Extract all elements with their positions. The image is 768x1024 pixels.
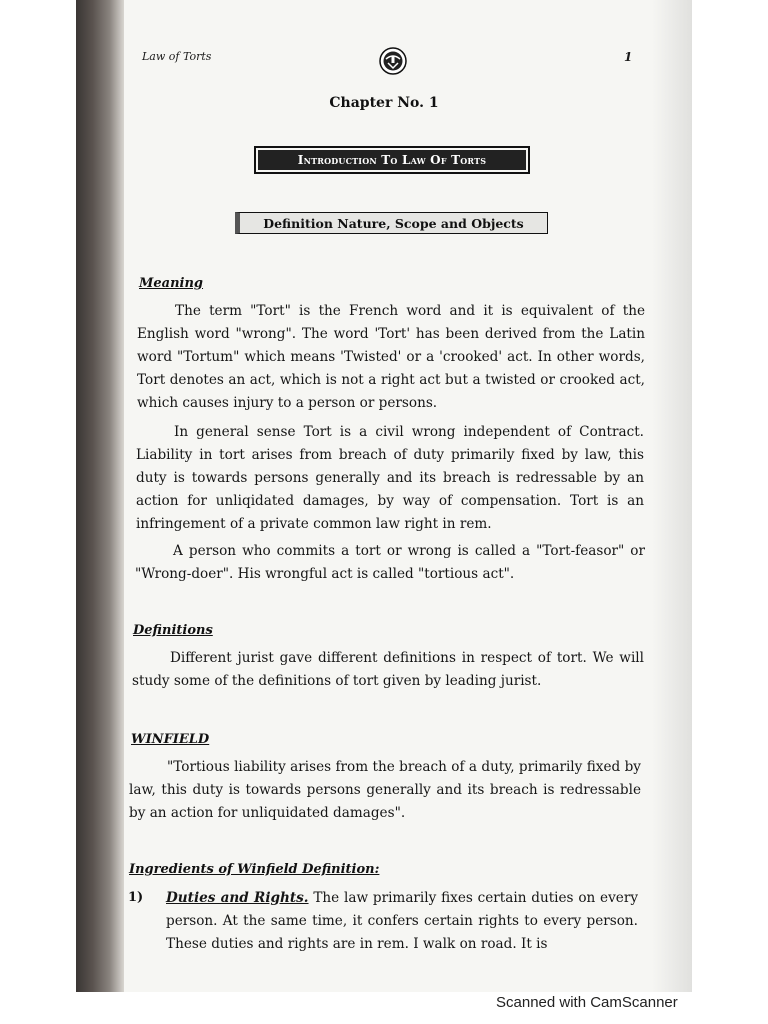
heading-winfield: WINFIELD bbox=[131, 732, 210, 747]
scanned-page bbox=[76, 0, 692, 992]
page-number: 1 bbox=[624, 50, 633, 64]
item-1-text: The law primarily fixes certain duties on every person. At the same time, it confers certain rights to every person. These duties and rights are in rem. I walk on road. It is bbox=[166, 890, 639, 952]
heading-meaning: Meaning bbox=[139, 276, 204, 291]
running-title: Law of Torts bbox=[142, 50, 212, 63]
item-1-term: Duties and Rights. bbox=[166, 890, 309, 906]
list-number-1: 1) bbox=[128, 890, 144, 905]
meaning-paragraph-1-text: The term "Tort" is the French word and it is equivalent of the English word "wrong". The word 'Tort' has been derived from the Latin word "Tortum" which means 'Twisted' or a 'crooked' act. In other words, Tort denotes an act, which is not a right act but a twisted or crooked act, which causes injury to a person or persons. bbox=[137, 303, 645, 411]
meaning-paragraph-2 bbox=[136, 421, 644, 536]
heading-definitions: Definitions bbox=[133, 623, 213, 638]
camscanner-watermark: Scanned with CamScanner bbox=[496, 994, 678, 1011]
meaning-paragraph-1 bbox=[137, 300, 645, 415]
winfield-quote-text: "Tortious liability arises from the breach of a duty, primarily fixed by law, this duty is towards persons generally and its breach is redressable by an action for unliquidated damages". bbox=[129, 759, 641, 821]
chapter-subtitle: Definition Nature, Scope and Objects bbox=[235, 212, 548, 234]
meaning-paragraph-3 bbox=[135, 540, 645, 586]
book-spine-shadow bbox=[76, 0, 124, 992]
chapter-title-box bbox=[254, 146, 530, 174]
page-edge-shadow bbox=[652, 0, 692, 992]
ingredients-item-1 bbox=[166, 887, 638, 956]
chapter-title: Introduction To Law Of Torts bbox=[258, 150, 526, 170]
meaning-paragraph-3-text: A person who commits a tort or wrong is called a "Tort-feasor" or "Wrong-doer". His wrongful act is called "tortious act". bbox=[135, 543, 645, 582]
publisher-logo-icon bbox=[379, 47, 407, 75]
meaning-paragraph-2-text: In general sense Tort is a civil wrong independent of Contract. Liability in tort arises from breach of duty primarily fixed by law, this duty is towards persons generally and its breach is redressable by an action for unliqidated damages, by way of compensation. Tort is an infringement of a private common law right in rem. bbox=[136, 424, 644, 532]
definitions-paragraph bbox=[132, 647, 644, 693]
heading-ingredients: Ingredients of Winfield Definition: bbox=[129, 862, 380, 877]
winfield-quote bbox=[129, 756, 641, 825]
definitions-paragraph-text: Different jurist gave different definitions in respect of tort. We will study some of the definitions of tort given by leading jurist. bbox=[132, 650, 644, 689]
chapter-label: Chapter No. 1 bbox=[329, 95, 439, 111]
